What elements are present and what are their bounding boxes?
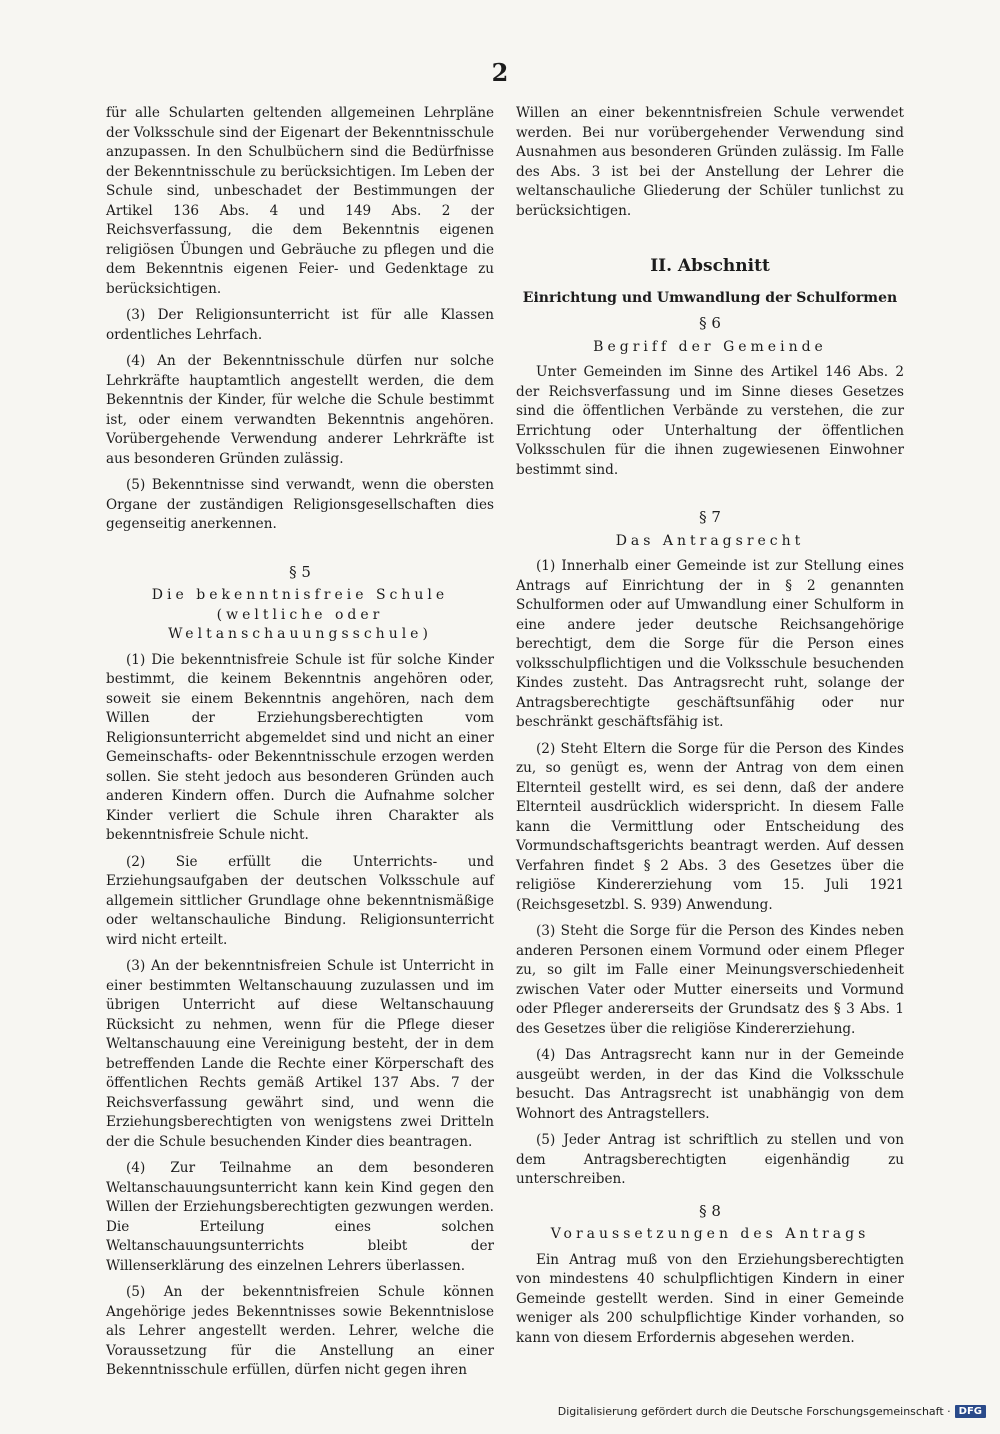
chapter-subtitle: Einrichtung und Umwandlung der Schulformen: [522, 289, 898, 306]
section-5-paragraph-3: (3) An der bekenntnisfreien Schule ist Unterricht in einer bestimmten Weltanschauung zuzulassen und im übrigen Unterricht auf diese Weltanschauung Rücksicht zu nehmen, wenn für die Pflege dieser Weltanschauung eine Vereinigung besteht, der in dem betreffenden Lande die Rechte einer Körperschaft des öffentlichen Rechts gemäß Artikel 137 Abs. 7 der Reichsverfassung gewährt sind, und wenn die Erziehungsberechtigten von wenigstens zwei Dritteln der die Schule besuchenden Kinder dies beantragen.: [106, 958, 494, 1150]
section-7-paragraph-4: (4) Das Antragsrecht kann nur in der Gemeinde ausgeübt werden, in der das Kind die Volksschule besucht. Das Antragsrecht ist unabhängig von dem Wohnort des Antragstellers.: [516, 1047, 904, 1122]
section-6-title: Begriff der Gemeinde: [593, 338, 827, 355]
right-column: [516, 104, 904, 1355]
section-5-paragraph-2: (2) Sie erfüllt die Unterrichts- und Erziehungsaufgaben der deutschen Volksschule auf allgemein sittlicher Grundlage ohne bekenntnismäßige oder weltanschauliche Bindung. Religionsunterricht wird nicht erteilt.: [106, 853, 494, 948]
chapter-title: II. Abschnitt: [650, 256, 770, 276]
left-column: [106, 104, 494, 1388]
paragraph-4: (4) An der Bekenntnisschule dürfen nur solche Lehrkräfte hauptamtlich angestellt werden, die dem Bekenntnis der Kinder, für welche die Schule bestimmt ist, oder einem verwandten Bekenntnis angehören. Vorübergehende Verwendung anderer Lehrkräfte ist aus besonderen Gründen zulässig.: [106, 353, 494, 467]
section-5-paragraph-4: (4) Zur Teilnahme an dem besonderen Weltanschauungsunterricht kann kein Kind gegen den Willen der Erziehungsberechtigten gezwungen werden. Die Erteilung eines solchen Weltanschauungsunterrichts bleibt der Willenserklärung des einzelnen Lehrers überlassen.: [106, 1160, 494, 1274]
section-7-title: Das Antragsrecht: [615, 532, 805, 549]
section-6-number: § 6: [699, 314, 721, 332]
continuation-paragraph: Willen an einer bekenntnisfreien Schule verwendet werden. Bei nur vorübergehender Verwendung sind Ausnahmen aus besonderen Gründen zulässig. Im Falle des Abs. 3 ist bei der Anstellung der Lehrer die weltanschauliche Gliederung der Schüler tunlichst zu berücksichtigen.: [516, 105, 904, 219]
section-7-paragraph-1: (1) Innerhalb einer Gemeinde ist zur Stellung eines Antrags auf Einrichtung der in § 2 genannten Schulformen oder auf Umwandlung einer Schulform in eine andere jeder deutsche Reichsangehörige berechtigt, dem die Sorge für die Person eines volksschulpflichtigen und die Volksschule besuchenden Kindes zusteht. Das Antragsrecht ruht, solange der Antragsberechtigte geschäftsunfähig oder nur beschränkt geschäftsfähig ist.: [516, 558, 904, 730]
section-7-paragraph-5: (5) Jeder Antrag ist schriftlich zu stellen und von dem Antragsberechtigten eigenhändig zu unterschreiben.: [516, 1132, 904, 1187]
section-7-paragraph-2: (2) Steht Eltern die Sorge für die Person des Kindes zu, so genügt es, wenn der Antrag von dem einen Elternteil gestellt wird, es sei denn, daß der andere Elternteil ausdrücklich widerspricht. In diesem Falle kann die Vermittlung oder Entscheidung des Vormundschaftsgerichts beantragt werden. Auf dessen Verfahren findet § 2 Abs. 3 des Gesetzes über die religiöse Kindererziehung vom 15. Juli 1921 (Reichsgesetzbl. S. 939) Anwendung.: [516, 740, 904, 913]
section-5-number: § 5: [289, 562, 311, 581]
section-7-paragraph-3: (3) Steht die Sorge für die Person des Kindes neben anderen Personen einem Vormund oder einem Pfleger zu, so gilt im Falle einer Meinungsverschiedenheit zwischen Vater oder Mutter einerseits und Vormund oder Pfleger andererseits der Grundsatz des § 3 Abs. 1 des Gesetzes über die religiöse Kindererziehung.: [516, 923, 904, 1037]
paragraph-3: (3) Der Religionsunterricht ist für alle Klassen ordentliches Lehrfach.: [106, 307, 494, 343]
section-6-paragraph: Unter Gemeinden im Sinne des Artikel 146 Abs. 2 der Reichsverfassung und im Sinne dieses Gesetzes sind die öffentlichen Verbände zu verstehen, die zur Errichtung oder Unterhaltung der öffentlichen Volksschulen für die ihnen zugewiesenen Einwohner bestimmt sind.: [516, 364, 904, 478]
section-8-title: Voraussetzungen des Antrags: [550, 1226, 870, 1242]
page-number: 2: [491, 58, 509, 87]
footer: [558, 1405, 986, 1418]
section-5-title: Die bekenntnisfreie Schule (weltliche oder Weltanschauungsschule): [151, 587, 449, 642]
paragraph-5: (5) Bekenntnisse sind verwandt, wenn die obersten Organe der zuständigen Religionsgesellschaften dies gegenseitig anerkennen.: [106, 477, 494, 532]
section-5-paragraph-5: (5) An der bekenntnisfreien Schule können Angehörige jedes Bekenntnisses sowie Bekenntnislose als Lehrer angestellt werden. Lehrer, welche die Voraussetzung für die Anstellung an einer Bekenntnisschule erfüllen, dürfen nicht gegen ihren: [106, 1284, 494, 1378]
section-7-number: § 7: [699, 508, 721, 526]
section-8-paragraph: Ein Antrag muß von den Erziehungsberechtigten von mindestens 40 schulpflichtigen Kindern in einer Gemeinde gestellt werden. Sind in einer Gemeinde weniger als 200 schulpflichtige Kinder vorhanden, so kann von diesem Erfordernis abgesehen werden.: [516, 1251, 904, 1346]
section-5-paragraph-1: (1) Die bekenntnisfreie Schule ist für solche Kinder bestimmt, die keinem Bekenntnis angehören oder, soweit sie einem Bekenntnis angehören, nach dem Willen der Erziehungsberechtigten vom Religionsunterricht abgemeldet sind und nicht an einer Gemeinschafts- oder Bekenntnisschule erzogen werden sollen. Sie steht jedoch aus besonderen Gründen auch anderen Kindern offen. Durch die Aufnahme solcher Kinder verliert die Schule ihren Charakter als bekenntnisfreie Schule nicht.: [106, 651, 494, 843]
section-8-number: § 8: [699, 1201, 721, 1220]
footer-text: Digitalisierung gefördert durch die Deutsche Forschungsgemeinschaft ·: [557, 1405, 951, 1418]
dfg-logo: DFG: [955, 1405, 986, 1418]
intro-paragraph: für alle Schularten geltenden allgemeinen Lehrpläne der Volksschule sind der Eigenart der Bekenntnisschule anzupassen. In den Schulbüchern sind die Bedürfnisse der Bekenntnisschule zu berücksichtigen. Im Leben der Schule sind, unbeschadet der Bestimmungen der Artikel 136 Abs. 4 und 149 Abs. 2 der Reichsverfassung, die dem Bekenntnis eigenen religiösen Übungen und Gebräuche zu pflegen und die dem Bekenntnis eigenen Feier- und Gedenktage zu berücksichtigen.: [106, 105, 494, 297]
